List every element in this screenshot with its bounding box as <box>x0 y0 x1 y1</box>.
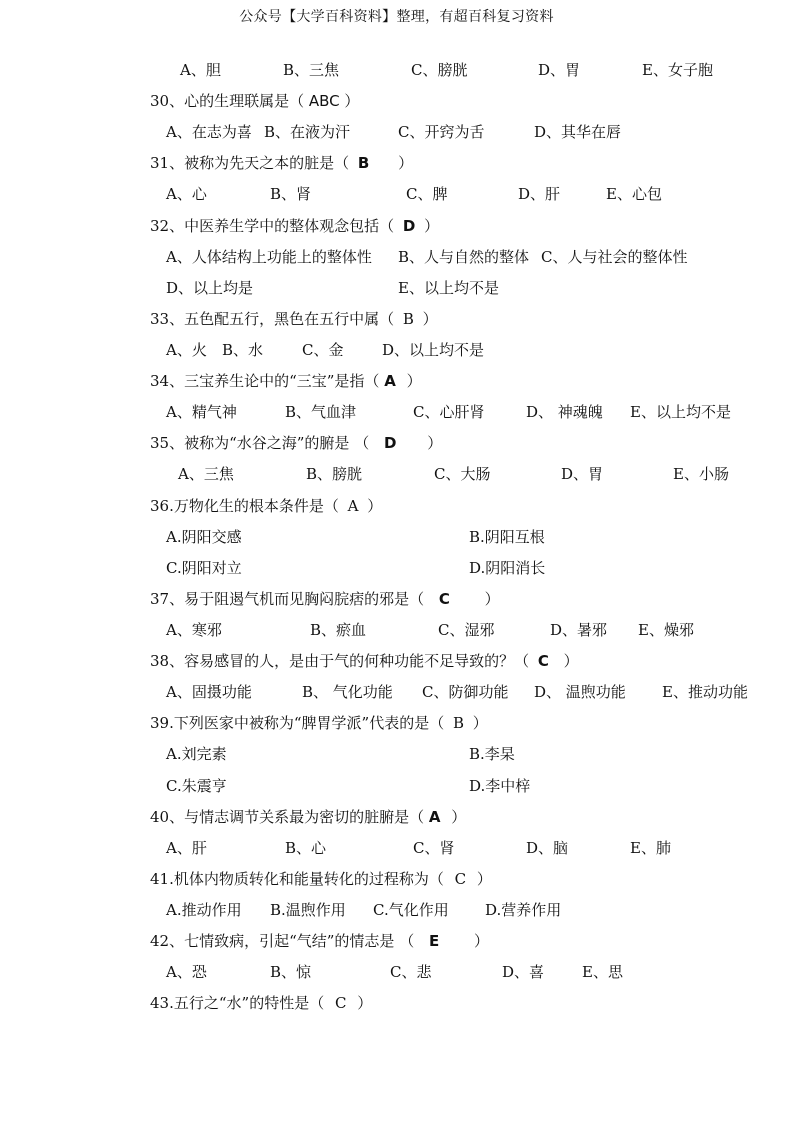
option: D、 温煦功能 <box>534 683 626 701</box>
answer: C <box>454 870 467 888</box>
option: C.阴阳对立 <box>166 559 242 577</box>
option: B、惊 <box>270 963 312 981</box>
option: C、防御功能 <box>422 683 509 701</box>
question-text: 37、易于阻遏气机而见胸闷脘痞的邪是（ <box>150 590 429 608</box>
option: C、肾 <box>413 839 455 857</box>
question-30 <box>150 92 359 110</box>
answer: B <box>452 714 464 732</box>
question-text: 33、五色配五行，黑色在五行中属（ <box>150 310 399 328</box>
question-text: 42、七情致病，引起“气结”的情志是 （ <box>150 932 419 950</box>
option: A、恐 <box>166 963 207 981</box>
option: D、其华在唇 <box>534 123 622 141</box>
question-close: ） <box>419 217 440 235</box>
option: D、脑 <box>526 839 569 857</box>
question-36 <box>150 497 382 515</box>
question-42 <box>150 932 489 950</box>
question-text: 41.机体内物质转化和能量转化的过程称为（ <box>150 870 449 888</box>
question-close: ） <box>558 652 579 670</box>
option: E、女子胞 <box>642 61 713 79</box>
option: E、推动功能 <box>662 683 748 701</box>
question-close: ） <box>472 870 492 888</box>
question-close: ） <box>479 590 500 608</box>
answer: B <box>402 310 414 328</box>
option: B.阴阳互根 <box>469 528 545 546</box>
option: C、人与社会的整体性 <box>541 248 688 266</box>
option: A、固摄功能 <box>166 683 252 701</box>
option: D、 神魂魄 <box>526 403 603 421</box>
answer: C <box>438 590 450 608</box>
answer: ABC <box>308 92 340 110</box>
option: C、悲 <box>390 963 432 981</box>
question-close: ） <box>352 994 373 1012</box>
option: A.推动作用 <box>166 901 242 919</box>
question-close: ） <box>422 434 443 452</box>
question-close: ） <box>417 310 438 328</box>
option: B、膀胱 <box>306 465 363 483</box>
option: D、暑邪 <box>550 621 608 639</box>
question-close: ） <box>469 932 489 950</box>
answer: A <box>347 497 359 515</box>
answer: B <box>357 154 370 172</box>
option: B、气血津 <box>285 403 357 421</box>
question-close: ） <box>401 372 422 390</box>
question-37 <box>150 590 500 608</box>
option: B、在液为汗 <box>264 123 351 141</box>
option: A、火 <box>166 341 207 359</box>
option: C.朱震亨 <box>166 777 227 795</box>
question-close: ） <box>468 714 488 732</box>
answer: D <box>383 434 397 452</box>
question-text: 40、与情志调节关系最为密切的脏腑是（ <box>150 808 429 826</box>
question-close: ） <box>446 808 467 826</box>
option: D、胃 <box>538 61 581 79</box>
option: B.温煦作用 <box>270 901 346 919</box>
option: B、瘀血 <box>310 621 367 639</box>
question-text: 36.万物化生的根本条件是（ <box>150 497 344 515</box>
option: D、以上均不是 <box>382 341 485 359</box>
answer: A <box>428 808 441 826</box>
option: C.气化作用 <box>373 901 449 919</box>
answer: E <box>428 932 440 950</box>
question-31 <box>150 154 413 172</box>
page-header: 公众号【大学百科资料】整理，有超百科复习资料 <box>239 9 554 25</box>
question-text: 34、三宝养生论中的“三宝”是指（ <box>150 372 385 390</box>
question-38 <box>150 652 579 670</box>
question-34 <box>150 372 422 390</box>
option: E、燥邪 <box>638 621 694 639</box>
option: D.阴阳消长 <box>469 559 546 577</box>
option: E、小肠 <box>673 465 729 483</box>
answer: A <box>384 372 396 390</box>
option: A、在志为喜 <box>166 123 252 141</box>
answer: C <box>537 652 549 670</box>
option: B、水 <box>222 341 264 359</box>
option: C、湿邪 <box>438 621 495 639</box>
option: A、三焦 <box>178 465 234 483</box>
question-close: ） <box>393 154 414 172</box>
option: D、肝 <box>518 185 561 203</box>
option: A.阴阳交感 <box>166 528 242 546</box>
option: B.李杲 <box>469 745 515 763</box>
option: B、心 <box>285 839 327 857</box>
option: C、心肝肾 <box>413 403 485 421</box>
option: A、胆 <box>180 61 221 79</box>
option: D.营养作用 <box>485 901 562 919</box>
option: A、精气神 <box>166 403 237 421</box>
option: A、心 <box>166 185 207 203</box>
option: D、喜 <box>502 963 545 981</box>
question-35 <box>150 434 442 452</box>
question-text: 38、容易感冒的人，是由于气的何种功能不足导致的？（ <box>150 652 534 670</box>
option: D、胃 <box>561 465 604 483</box>
question-43 <box>150 994 372 1012</box>
question-text: 32、中医养生学中的整体观念包括（ <box>150 217 399 235</box>
question-close: ） <box>362 497 383 515</box>
option: E、肺 <box>630 839 671 857</box>
question-39 <box>150 714 488 732</box>
question-text: 35、被称为“水谷之海”的腑是 （ <box>150 434 374 452</box>
question-text: 39.下列医家中被称为“脾胃学派”代表的是（ <box>150 714 449 732</box>
answer: C <box>334 994 347 1012</box>
option: E、以上均不是 <box>630 403 731 421</box>
option: D、以上均是 <box>166 279 254 297</box>
question-32 <box>150 217 439 235</box>
question-text: 43.五行之“水”的特性是（ <box>150 994 329 1012</box>
option: A、人体结构上功能上的整体性 <box>166 248 372 266</box>
question-text: 30、心的生理联属是（ <box>150 92 309 110</box>
option: A、寒邪 <box>166 621 222 639</box>
question-33 <box>150 310 438 328</box>
answer: D <box>402 217 416 235</box>
question-41 <box>150 870 492 888</box>
option: C、脾 <box>406 185 448 203</box>
option: B、 气化功能 <box>302 683 393 701</box>
option: A、肝 <box>166 839 207 857</box>
option: E、心包 <box>606 185 662 203</box>
option: E、以上均不是 <box>398 279 499 297</box>
option: C、金 <box>302 341 344 359</box>
option: C、膀胱 <box>411 61 468 79</box>
option: E、思 <box>582 963 623 981</box>
question-text: 31、被称为先天之本的脏是（ <box>150 154 354 172</box>
option: C、大肠 <box>434 465 491 483</box>
option: D.李中梓 <box>469 777 531 795</box>
question-close: ） <box>339 92 360 110</box>
option: C、开窍为舌 <box>398 123 485 141</box>
question-40 <box>150 808 466 826</box>
option: B、人与自然的整体 <box>398 248 530 266</box>
option: B、三焦 <box>283 61 340 79</box>
option: B、肾 <box>270 185 312 203</box>
option: A.刘完素 <box>166 745 227 763</box>
